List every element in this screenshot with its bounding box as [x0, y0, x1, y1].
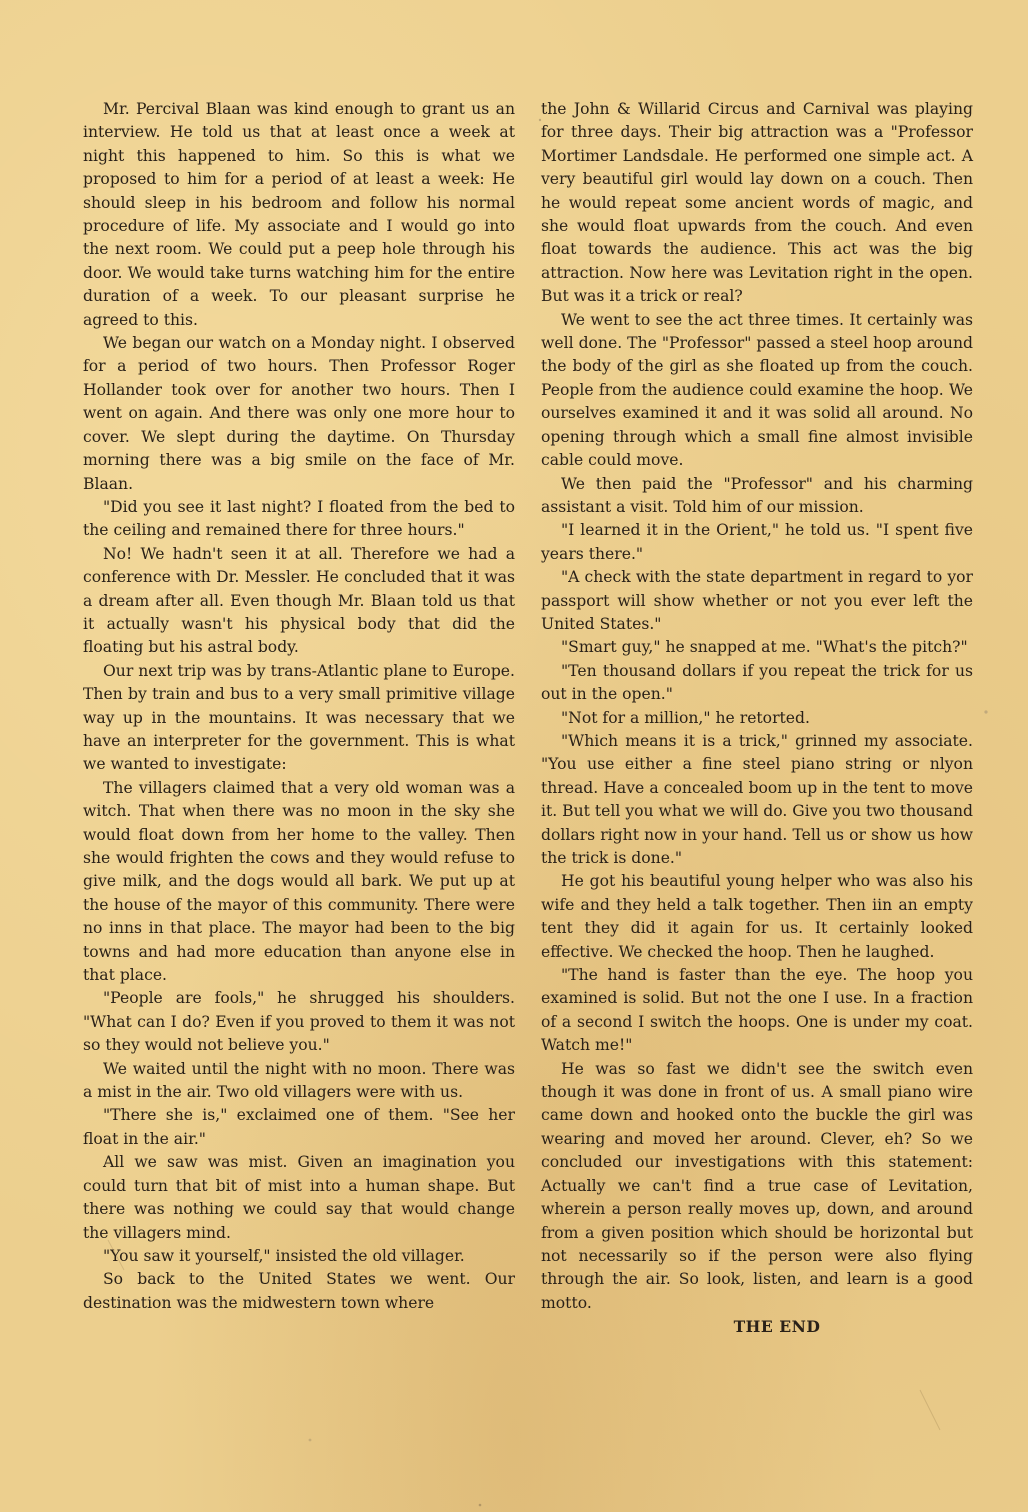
paragraph: "People are fools," he shrugged his shoulders. "What can I do? Even if you proved to them it was not so they would not believe you." — [83, 989, 515, 1055]
the-end-label: THE END — [733, 1317, 821, 1337]
paragraph: He got his beautiful young helper who was also his wife and they held a talk together. Then iin an empty tent they did it again for us. It certainly looked effective. We checked the hoop. Then he laughed. — [541, 872, 973, 961]
paragraph: "The hand is faster than the eye. The hoop you examined is solid. But not the one I use. In a fraction of a second I switch the hoops. One is under my coat. Watch me!" — [541, 966, 973, 1055]
paragraph: No! We hadn't seen it at all. Therefore we had a conference with Dr. Messler. He concluded that it was a dream after all. Even though Mr. Blaan told us that it actually wasn't his physical body that did the floating but his astral body. — [83, 544, 515, 657]
paragraph: All we saw was mist. Given an imagination you could turn that bit of mist into a human shape. But there was nothing we could say that would change the villagers mind. — [83, 1153, 515, 1242]
paragraph: We went to see the act three times. It certainly was well done. The "Professor" passed a steel hoop around the body of the girl as she floated up from the couch. People from the audience could examine the hoop. We ourselves examined it and it was solid all around. No opening through which a small fine almost invisible cable could move. — [541, 310, 973, 470]
paragraph: We then paid the "Professor" and his charming assistant a visit. Told him of our mission. — [541, 474, 973, 516]
left-column — [83, 98, 515, 1315]
paragraph: Our next trip was by trans-Atlantic plane to Europe. Then by train and bus to a very small primitive village way up in the mountains. It was necessary that we have an interpreter for the government. This is what we wanted to investigate: — [83, 661, 515, 774]
paragraph: the John & Willarid Circus and Carnival was playing for three days. Their big attraction was a "Professor Mortimer Landsdale. He performed one simple act. A very beautiful girl would lay down on a couch. Then he would repeat some ancient words of magic, and she would float upwards from the couch. And even float towards the audience. This act was the big attraction. Now here was Levitation right in the open. But was it a trick or real? — [541, 100, 973, 306]
paragraph: We waited until the night with no moon. There was a mist in the air. Two old villagers were with us. — [83, 1059, 515, 1102]
paragraph: "Smart guy," he snapped at me. "What's the pitch?" — [561, 638, 968, 657]
paragraph: So back to the United States we went. Our destination was the midwestern town where — [83, 1270, 515, 1312]
paragraph: "I learned it in the Orient," he told us. "I spent five years there." — [541, 521, 973, 563]
paragraph: Mr. Percival Blaan was kind enough to grant us an interview. He told us that at least once a week at night this happened to him. So this is what we proposed to him for a period of at least a week: He should sleep in his bedroom and follow his normal procedure of life. My associate and I would go into the next room. We could put a peep hole through his door. We would take turns watching him for the entire duration of a week. To our pleasant surprise he agreed to this. — [83, 100, 515, 329]
paragraph: "Did you see it last night? I floated from the bed to the ceiling and remained there for three hours." — [83, 497, 515, 540]
paragraph: "A check with the state department in regard to yor passport will show whether or not you ever left the United States." — [541, 568, 973, 633]
paragraph: "Which means it is a trick," grinned my associate. "You use either a fine steel piano string or nlyon thread. Have a concealed boom up in the tent to move it. But tell you what we will do. Give you two thousand dollars right now in your hand. Tell us or show us how the trick is done." — [541, 731, 973, 867]
paragraph: The villagers claimed that a very old woman was a witch. That when there was no moon in the sky she would float down from her home to the valley. Then she would frighten the cows and they would refuse to give milk, and the dogs would all bark. We put up at the house of the mayor of this community. There were no inns in that place. The mayor had been to the big towns and had more education than anyone else in that place. — [83, 778, 515, 985]
right-column — [541, 98, 973, 1339]
paragraph: We began our watch on a Monday night. I observed for a period of two hours. Then Professor Roger Hollander took over for another two hours. Then I went on again. And there was only one more hour to cover. We slept during the daytime. On Thursday morning there was a big smile on the face of Mr. Blaan. — [83, 334, 515, 493]
paragraph: "You saw it yourself," insisted the old villager. — [103, 1246, 465, 1265]
paragraph: "Ten thousand dollars if you repeat the trick for us out in the open." — [541, 661, 973, 704]
paragraph: He was so fast we didn't see the switch even though it was done in front of us. A small piano wire came down and hooked onto the buckle the girl was wearing and moved her around. Clever, eh? So we concluded our investigations with this statement: Actually we can't find a true case of Levitation, wherein a person really moves up, down, and around from a given position which should be horizontal but not necessarily so if the person were also flying through the air. So look, listen, and learn is a good motto. — [541, 1059, 973, 1312]
paragraph: "Not for a million," he retorted. — [561, 708, 810, 727]
paragraph: "There she is," exclaimed one of them. "See her float in the air." — [83, 1106, 515, 1148]
